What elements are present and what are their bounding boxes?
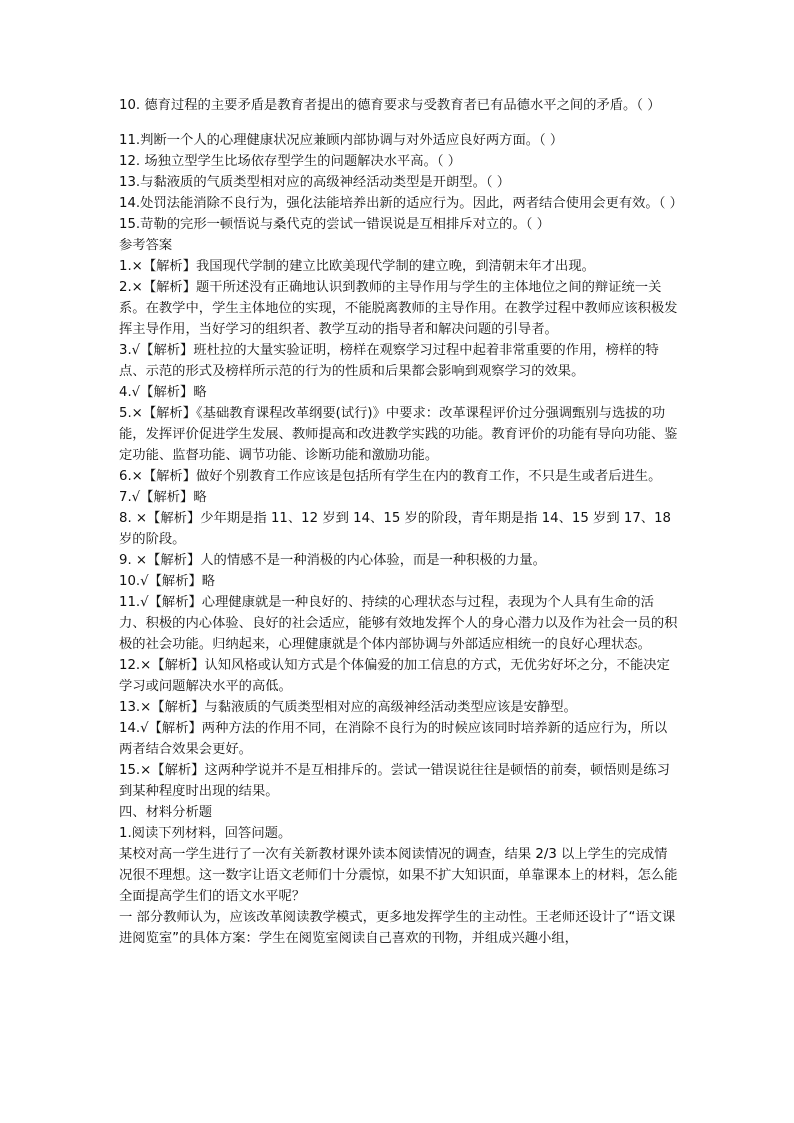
answer-15: 15.×【解析】这两种学说并不是互相排斥的。尝试一错误说往往是顿悟的前奏，顿悟则是练习到某种程度时出现的结果。 <box>119 763 670 799</box>
answer-2: 2.×【解析】题干所述没有正确地认识到教师的主导作用与学生的主体地位之间的辩证统一关系。在教学中，学生主体地位的实现，不能脱离教师的主导作用。在教学过程中教师应该积极发挥主导作用，当好学习的组织者、教学互动的指导者和解决问题的引导者。 <box>119 280 678 337</box>
answer-7: 7.√【解析】略 <box>119 490 207 505</box>
material-paragraph-2: 一 部分教师认为，应该改革阅读教学模式，更多地发挥学生的主动性。王老师还设计了“语文课进阅览室”的具体方案：学生在阅览室阅读自己喜欢的刊物，并组成兴趣小组， <box>119 910 676 946</box>
answer-12: 12.×【解析】认知风格或认知方式是个体偏爱的加工信息的方式，无优劣好坏之分，不能决定学习或问题解决水平的高低。 <box>119 658 670 694</box>
answer-14: 14.√【解析】两种方法的作用不同，在消除不良行为的时候应该同时培养新的适应行为，所以两者结合效果会更好。 <box>119 721 668 757</box>
answer-10: 10.√【解析】略 <box>119 574 216 589</box>
answer-1: 1.×【解析】我国现代学制的建立比欧美现代学制的建立晚，到清朝末年才出现。 <box>119 259 595 274</box>
answer-11: 11.√【解析】心理健康就是一种良好的、持续的心理状态与过程，表现为个人具有生命的活力、积极的内心体验、良好的社会适应，能够有效地发挥个人的身心潜力以及作为社会一员的积极的社会功能。归纳起来，心理健康就是个体内部协调与外部适应相统一的良好心理状态。 <box>119 595 678 652</box>
answer-3: 3.√【解析】班杜拉的大量实验证明，榜样在观察学习过程中起着非常重要的作用，榜样的特点、示范的形式及榜样所示范的行为的性质和后果都会影响到观察学习的效果。 <box>119 343 659 379</box>
answer-5: 5.×【解析】《基础教育课程改革纲要(试行)》中要求：改革课程评价过分强调甄别与选拔的功能，发挥评价促进学生发展、教师提高和改进教学实践的功能。教育评价的功能有导向功能、鉴定功能、监督功能、调节功能、诊断功能和激励功能。 <box>119 406 678 463</box>
question-11: 11.判断一个人的心理健康状况应兼顾内部协调与对外适应良好两方面。（ ） <box>119 133 564 148</box>
answer-13: 13.×【解析】与黏液质的气质类型相对应的高级神经活动类型应该是安静型。 <box>119 700 577 715</box>
question-12: 12. 场独立型学生比场依存型学生的问题解决水平高。（ ） <box>119 154 462 169</box>
answer-6: 6.×【解析】做好个别教育工作应该是包括所有学生在内的教育工作，不只是生或者后进生。 <box>119 469 662 484</box>
question-14: 14.处罚法能消除不良行为，强化法能培养出新的适应行为。因此，两者结合使用会更有效。（ ） <box>119 196 683 211</box>
section-heading: 四、材料分析题 <box>119 805 213 820</box>
answer-4: 4.√【解析】略 <box>119 385 207 400</box>
answer-8: 8. ×【解析】少年期是指 11、12 岁到 14、15 岁的阶段，青年期是指 14、15 岁到 17、18 岁的阶段。 <box>119 511 676 547</box>
question-13: 13.与黏液质的气质类型相对应的高级神经活动类型是开朗型。（ ） <box>119 175 511 190</box>
spacer <box>119 116 679 130</box>
material-question-1: 1.阅读下列材料，回答问题。 <box>119 826 292 841</box>
answers-title: 参考答案 <box>119 238 173 253</box>
material-paragraph-1: 某校对高一学生进行了一次有关新教材课外读本阅读情况的调查，结果 2/3 以上学生的完成情况很不理想。这一数字让语文老师们十分震惊，如果不扩大知识面，单靠课本上的材料，怎么能全面提高学生们的语文水平呢？ <box>119 847 678 904</box>
document-body <box>119 95 683 949</box>
answer-9: 9. ×【解析】人的情感不是一种消极的内心体验，而是一种积极的力量。 <box>119 553 546 568</box>
question-10: 10. 德育过程的主要矛盾是教育者提出的德育要求与受教育者已有品德水平之间的矛盾。（ ） <box>119 98 661 113</box>
question-15: 15.苛勒的完形一顿悟说与桑代克的尝试一错误说是互相排斥对立的。（ ） <box>119 217 550 232</box>
